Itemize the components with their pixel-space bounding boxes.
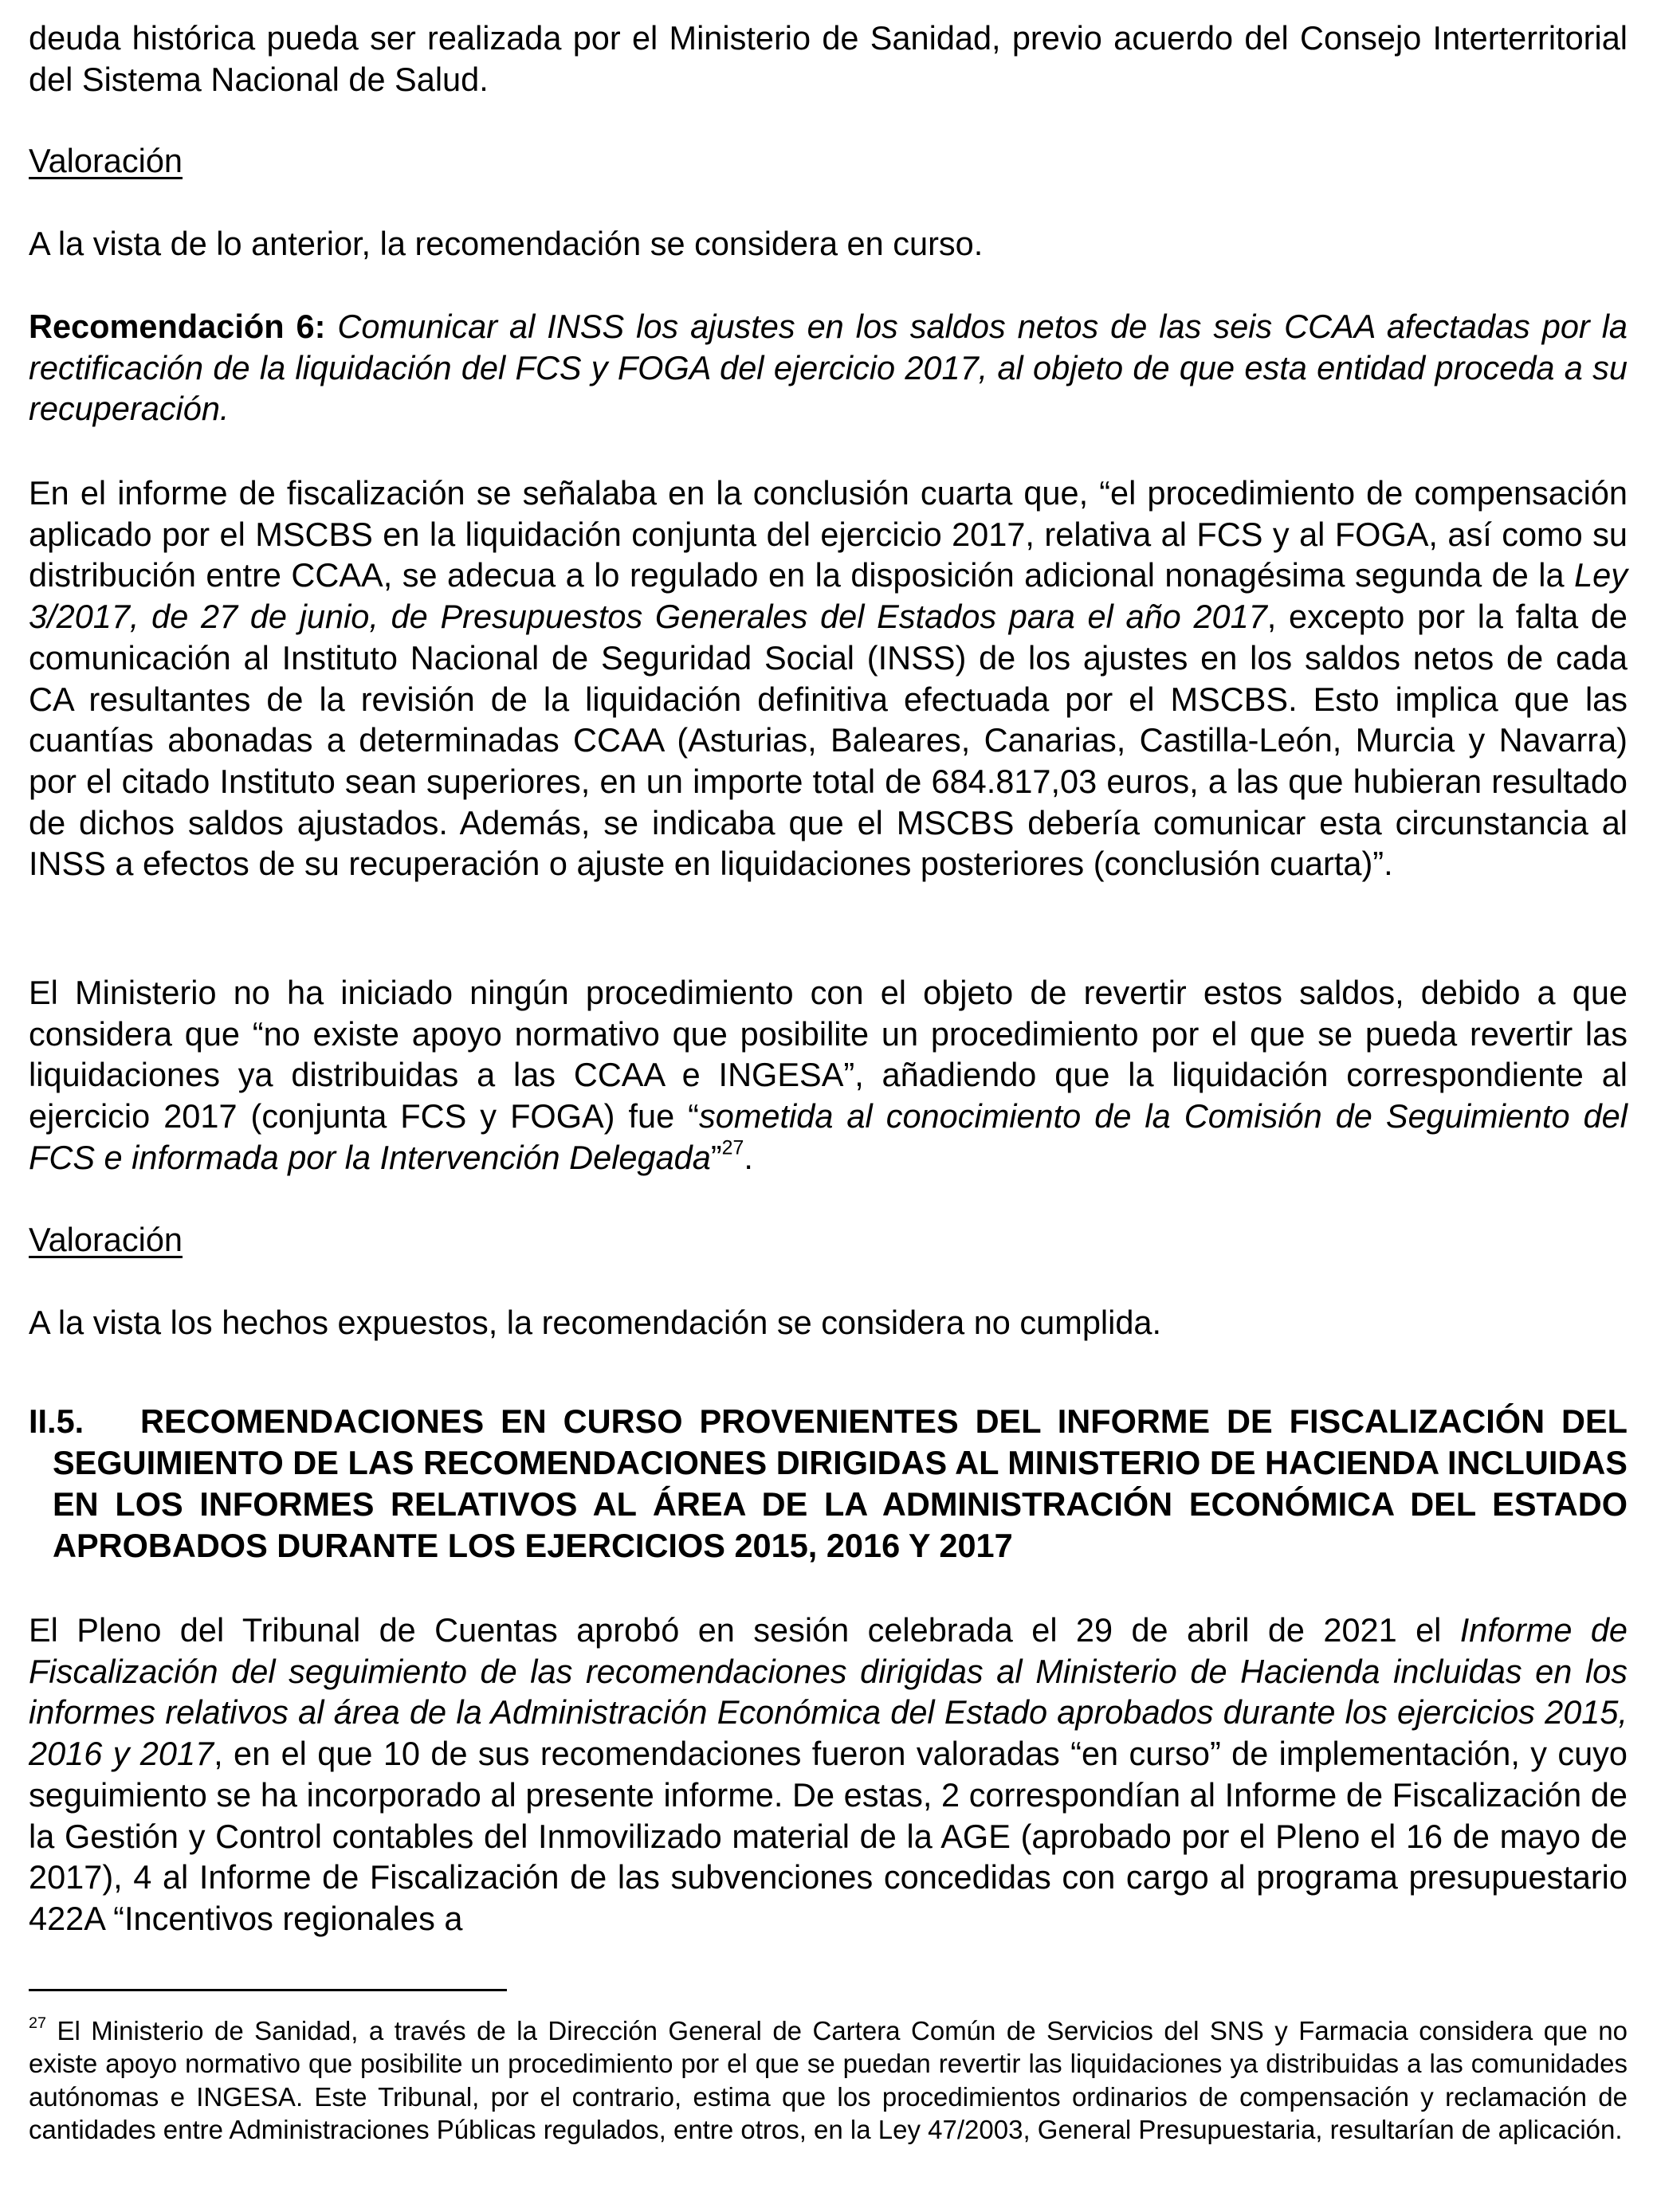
paragraph-text: A la vista de lo anterior, la recomendación se considera en curso. [29, 225, 984, 262]
valoracion-heading-2 [29, 1219, 1628, 1261]
paragraph-informe-fiscalizacion [29, 473, 1628, 884]
close-quote: ” [710, 1138, 722, 1176]
footnote-27 [29, 2014, 1628, 2147]
paragraph-deuda-historica [29, 18, 1628, 100]
paragraph-pleno-tribunal [29, 1610, 1628, 1939]
section-number: II.5. [29, 1402, 84, 1440]
paragraph-text: deuda histórica pueda ser realizada por el Ministerio de Sanidad, previo acuerdo del Consejo Interterritorial del Sistema Nacional de Salud. [29, 19, 1628, 98]
paragraph-text: En el informe de fiscalización se señalaba en la conclusión cuarta que, “el procedimiento de compensación aplicado por el MSCBS en la liquidación conjunta del ejercicio 2017, relativa al FCS y al FOGA, así como su distribución entre CCAA, se adecua a lo regulado en la disposición adicional nonagésima segunda de la [29, 474, 1628, 594]
paragraph-en-curso [29, 223, 1628, 265]
paragraph-ministerio [29, 972, 1628, 1179]
section-heading-ii5 [29, 1401, 1628, 1567]
period: . [744, 1138, 753, 1176]
paragraph-text: El Pleno del Tribunal de Cuentas aprobó en sesión celebrada el 29 de abril de 2021 el [29, 1611, 1460, 1649]
footnote-number: 27 [29, 2014, 47, 2033]
paragraph-text: , excepto por la falta de comunicación al Instituto Nacional de Seguridad Social (INSS) de los ajustes en los saldos netos de cada CA resultantes de la revisión de la liquidación definitiva efectuada por el MSCBS. Esto implica que las cuantías abonadas a determinadas CCAA (Asturias, Baleares, Canarias, Castilla-León, Murcia y Navarra) por el citado Instituto sean superiores, en un importe total de 684.817,03 euros, a las que hubieran resultado de dichos saldos ajustados. Además, se indicaba que el MSCBS debería comunicar esta circunstancia al INSS a efectos de su recuperación o ajuste en liquidaciones posteriores (conclusión cuarta)”. [29, 598, 1628, 883]
section-title: RECOMENDACIONES EN CURSO PROVENIENTES DEL INFORME DE FISCALIZACIÓN DEL SEGUIMIENTO DE LAS RECOMENDACIONES DIRIGIDAS AL MINISTERIO DE HACIENDA INCLUIDAS EN LOS INFORMES RELATIVOS AL ÁREA DE LA ADMINISTRACIÓN ECONÓMICA DEL ESTADO APROBADOS DURANTE LOS EJERCICIOS 2015, 2016 Y 2017 [53, 1402, 1628, 1564]
law-citation: Ley 3/2017, de 27 de junio, de Presupuestos Generales del Estados para el año 2017 [29, 556, 1628, 636]
recommendation-6 [29, 306, 1628, 429]
paragraph-no-cumplida [29, 1302, 1628, 1343]
paragraph-text: El Ministerio no ha iniciado ningún procedimiento con el objeto de revertir estos saldos, debido a que considera que “no existe apoyo normativo que posibilite un procedimiento por el que se pueda revertir las liquidaciones ya distribuidas a las CCAA e INGESA”, añadiendo que la liquidación correspondiente al ejercicio 2017 (conjunta FCS y FOGA) fue “ [29, 974, 1628, 1135]
valoracion-heading-1 [29, 140, 1628, 182]
quoted-text: sometida al conocimiento de la Comisión de Seguimiento del FCS e informada por la Intervención Delegada [29, 1097, 1628, 1176]
footnote-text: El Ministerio de Sanidad, a través de la Dirección General de Cartera Común de Servicios del SNS y Farmacia considera que no existe apoyo normativo que posibilite un procedimiento por el que se puedan revertir las liquidaciones ya distribuidas a las comunidades autónomas e INGESA. Este Tribunal, por el contrario, estima que los procedimientos ordinarios de compensación y reclamación de cantidades entre Administraciones Públicas regulados, entre otros, en la Ley 47/2003, General Presupuestaria, resultarían de aplicación. [29, 2016, 1628, 2145]
paragraph-text: , en el que 10 de sus recomendaciones fueron valoradas “en curso” de implementación, y cuyo seguimiento se ha incorporado al presente informe. De estas, 2 correspondían al Informe de Fiscalización de la Gestión y Control contables del Inmovilizado material de la AGE (aprobado por el Pleno el 16 de mayo de 2017), 4 al Informe de Fiscalización de las subvenciones concedidas con cargo al programa presupuestario 422A “Incentivos regionales a [29, 1735, 1628, 1937]
recommendation-text: Comunicar al INSS los ajustes en los saldos netos de las seis CCAA afectadas por la rectificación de la liquidación del FCS y FOGA del ejercicio 2017, al objeto de que esta entidad proceda a su recuperación. [29, 308, 1628, 428]
valoracion-label: Valoración [29, 1221, 183, 1258]
report-title: Informe de Fiscalización del seguimiento de las recomendaciones dirigidas al Ministerio de Hacienda incluidas en los informes relativos al área de la Administración Económica del Estado aprobados durante los ejercicios 2015, 2016 y 2017 [29, 1611, 1628, 1773]
footnote-ref-27[interactable]: 27 [721, 1136, 744, 1159]
paragraph-text: A la vista los hechos expuestos, la recomendación se considera no cumplida. [29, 1304, 1162, 1341]
footnote-separator [29, 1989, 507, 1991]
valoracion-label: Valoración [29, 142, 183, 179]
recommendation-label: Recomendación 6: [29, 308, 326, 345]
